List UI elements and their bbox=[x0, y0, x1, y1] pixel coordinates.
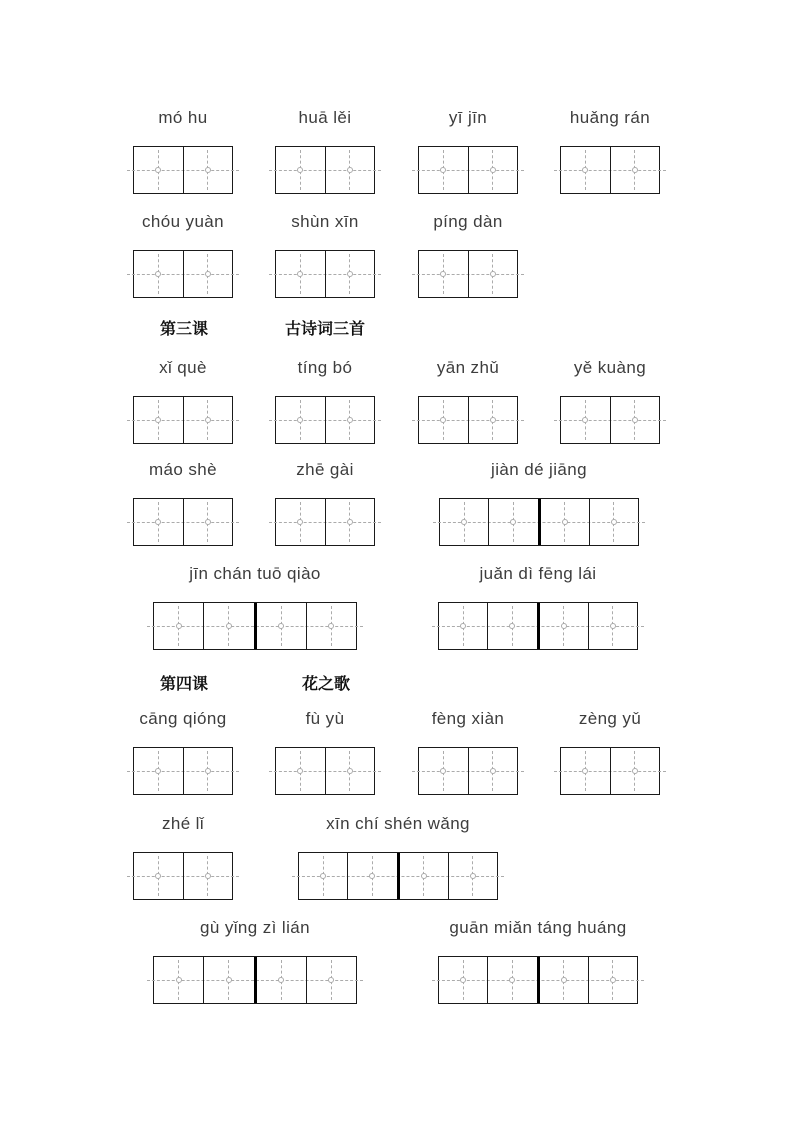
grid-cell[interactable] bbox=[419, 397, 468, 443]
word-unit bbox=[133, 814, 233, 900]
writing-grid[interactable] bbox=[133, 852, 233, 900]
word-unit bbox=[438, 564, 638, 650]
grid-cell[interactable] bbox=[538, 499, 589, 545]
pinyin-label: fèng xiàn bbox=[431, 709, 505, 728]
pinyin-label: xīn chí shén wǎng bbox=[326, 814, 470, 833]
word-unit bbox=[560, 108, 660, 194]
lesson-number: 第三课 bbox=[160, 321, 209, 338]
grid-cell[interactable] bbox=[537, 957, 588, 1003]
grid-cell[interactable] bbox=[183, 499, 233, 545]
grid-cell[interactable] bbox=[203, 957, 253, 1003]
grid-cell[interactable] bbox=[468, 397, 518, 443]
pinyin-label: jīn chán tuō qiào bbox=[189, 564, 321, 583]
word-unit bbox=[133, 460, 233, 546]
grid-cell[interactable] bbox=[325, 499, 375, 545]
grid-cell[interactable] bbox=[347, 853, 396, 899]
grid-cell[interactable] bbox=[588, 603, 637, 649]
grid-cell[interactable] bbox=[183, 397, 233, 443]
grid-cell[interactable] bbox=[276, 748, 325, 794]
writing-grid[interactable] bbox=[275, 250, 375, 298]
pinyin-label: shùn xīn bbox=[291, 212, 359, 231]
grid-cell[interactable] bbox=[419, 147, 468, 193]
grid-cell[interactable] bbox=[325, 251, 375, 297]
grid-cell[interactable] bbox=[468, 748, 518, 794]
word-unit bbox=[418, 212, 518, 298]
grid-cell[interactable] bbox=[306, 603, 356, 649]
grid-cell[interactable] bbox=[488, 499, 537, 545]
pinyin-label: yī jīn bbox=[448, 108, 488, 127]
pinyin-label: máo shè bbox=[148, 460, 217, 479]
writing-grid[interactable] bbox=[133, 498, 233, 546]
word-unit bbox=[418, 709, 518, 795]
word-unit bbox=[133, 212, 233, 298]
grid-cell[interactable] bbox=[561, 748, 610, 794]
word-unit bbox=[133, 709, 233, 795]
grid-cell[interactable] bbox=[134, 147, 183, 193]
writing-grid[interactable] bbox=[133, 747, 233, 795]
pinyin-label: zhé lǐ bbox=[161, 814, 205, 833]
lesson-title: 古诗词三首 bbox=[285, 321, 366, 338]
word-unit bbox=[439, 460, 639, 546]
pinyin-label: tíng bó bbox=[297, 358, 353, 377]
grid-cell[interactable] bbox=[561, 147, 610, 193]
grid-cell[interactable] bbox=[306, 957, 356, 1003]
writing-grid[interactable] bbox=[560, 747, 660, 795]
writing-grid[interactable] bbox=[418, 146, 518, 194]
word-unit bbox=[275, 358, 375, 444]
grid-cell[interactable] bbox=[440, 499, 488, 545]
grid-cell[interactable] bbox=[439, 603, 487, 649]
grid-cell[interactable] bbox=[134, 251, 183, 297]
grid-cell[interactable] bbox=[468, 251, 518, 297]
pinyin-label: cāng qióng bbox=[139, 709, 227, 728]
grid-cell[interactable] bbox=[439, 957, 487, 1003]
pinyin-label: juǎn dì fēng lái bbox=[479, 564, 597, 583]
pinyin-label: jiàn dé jiāng bbox=[491, 460, 587, 479]
pinyin-label: yě kuàng bbox=[573, 358, 647, 377]
pinyin-label: mó hu bbox=[158, 108, 208, 127]
word-unit bbox=[153, 918, 357, 1004]
writing-grid[interactable] bbox=[133, 396, 233, 444]
pinyin-label: chóu yuàn bbox=[141, 212, 225, 231]
grid-cell[interactable] bbox=[183, 147, 233, 193]
writing-grid[interactable] bbox=[438, 602, 638, 650]
word-unit bbox=[275, 108, 375, 194]
word-unit bbox=[418, 358, 518, 444]
grid-cell[interactable] bbox=[299, 853, 347, 899]
word-unit bbox=[438, 918, 638, 1004]
pinyin-label: píng dàn bbox=[433, 212, 503, 231]
grid-cell[interactable] bbox=[183, 748, 233, 794]
word-unit bbox=[133, 358, 233, 444]
grid-cell[interactable] bbox=[419, 748, 468, 794]
pinyin-label: zhē gài bbox=[296, 460, 354, 479]
writing-grid[interactable] bbox=[439, 498, 639, 546]
grid-cell[interactable] bbox=[588, 957, 637, 1003]
grid-cell[interactable] bbox=[610, 147, 660, 193]
grid-cell[interactable] bbox=[610, 748, 660, 794]
grid-cell[interactable] bbox=[537, 603, 588, 649]
writing-grid[interactable] bbox=[418, 747, 518, 795]
grid-cell[interactable] bbox=[276, 251, 325, 297]
writing-grid[interactable] bbox=[133, 146, 233, 194]
grid-cell[interactable] bbox=[397, 853, 448, 899]
grid-cell[interactable] bbox=[419, 251, 468, 297]
word-unit bbox=[418, 108, 518, 194]
word-unit bbox=[560, 709, 660, 795]
writing-grid[interactable] bbox=[133, 250, 233, 298]
writing-grid[interactable] bbox=[298, 852, 498, 900]
pinyin-label: yān zhǔ bbox=[436, 358, 500, 377]
writing-grid[interactable] bbox=[418, 396, 518, 444]
pinyin-label: gù yǐng zì lián bbox=[200, 918, 310, 937]
grid-cell[interactable] bbox=[134, 748, 183, 794]
grid-cell[interactable] bbox=[610, 397, 660, 443]
grid-cell[interactable] bbox=[276, 397, 325, 443]
grid-cell[interactable] bbox=[589, 499, 638, 545]
pinyin-label: huā lěi bbox=[298, 108, 352, 127]
word-unit bbox=[298, 814, 498, 900]
word-unit bbox=[153, 564, 357, 650]
grid-cell[interactable] bbox=[561, 397, 610, 443]
lesson-number: 第四课 bbox=[160, 676, 209, 693]
grid-cell[interactable] bbox=[325, 397, 375, 443]
writing-grid[interactable] bbox=[418, 250, 518, 298]
grid-cell[interactable] bbox=[134, 853, 183, 899]
pinyin-label: zèng yǔ bbox=[578, 709, 642, 728]
writing-grid[interactable] bbox=[275, 146, 375, 194]
grid-cell[interactable] bbox=[183, 251, 233, 297]
pinyin-label: xǐ què bbox=[159, 358, 207, 377]
grid-cell[interactable] bbox=[325, 748, 375, 794]
grid-cell[interactable] bbox=[203, 603, 253, 649]
writing-grid[interactable] bbox=[275, 498, 375, 546]
grid-cell[interactable] bbox=[276, 499, 325, 545]
grid-cell[interactable] bbox=[154, 603, 203, 649]
pinyin-label: huǎng rán bbox=[569, 108, 651, 127]
grid-cell[interactable] bbox=[325, 147, 375, 193]
grid-cell[interactable] bbox=[134, 397, 183, 443]
grid-cell[interactable] bbox=[487, 603, 536, 649]
grid-cell[interactable] bbox=[276, 147, 325, 193]
writing-grid[interactable] bbox=[275, 747, 375, 795]
writing-grid[interactable] bbox=[275, 396, 375, 444]
word-unit bbox=[133, 108, 233, 194]
writing-grid[interactable] bbox=[153, 956, 357, 1004]
word-unit bbox=[560, 358, 660, 444]
word-unit bbox=[275, 212, 375, 298]
pinyin-label: fù yù bbox=[305, 709, 345, 728]
grid-cell[interactable] bbox=[487, 957, 536, 1003]
grid-cell[interactable] bbox=[468, 147, 518, 193]
pinyin-label: guān miǎn táng huáng bbox=[449, 918, 627, 937]
grid-cell[interactable] bbox=[154, 957, 203, 1003]
word-unit bbox=[275, 709, 375, 795]
grid-cell[interactable] bbox=[254, 957, 306, 1003]
writing-grid[interactable] bbox=[560, 396, 660, 444]
word-unit bbox=[275, 460, 375, 546]
writing-grid[interactable] bbox=[438, 956, 638, 1004]
grid-cell[interactable] bbox=[448, 853, 497, 899]
grid-cell[interactable] bbox=[183, 853, 233, 899]
writing-grid[interactable] bbox=[560, 146, 660, 194]
grid-cell[interactable] bbox=[134, 499, 183, 545]
lesson-title: 花之歌 bbox=[302, 676, 351, 693]
grid-cell[interactable] bbox=[254, 603, 306, 649]
writing-grid[interactable] bbox=[153, 602, 357, 650]
